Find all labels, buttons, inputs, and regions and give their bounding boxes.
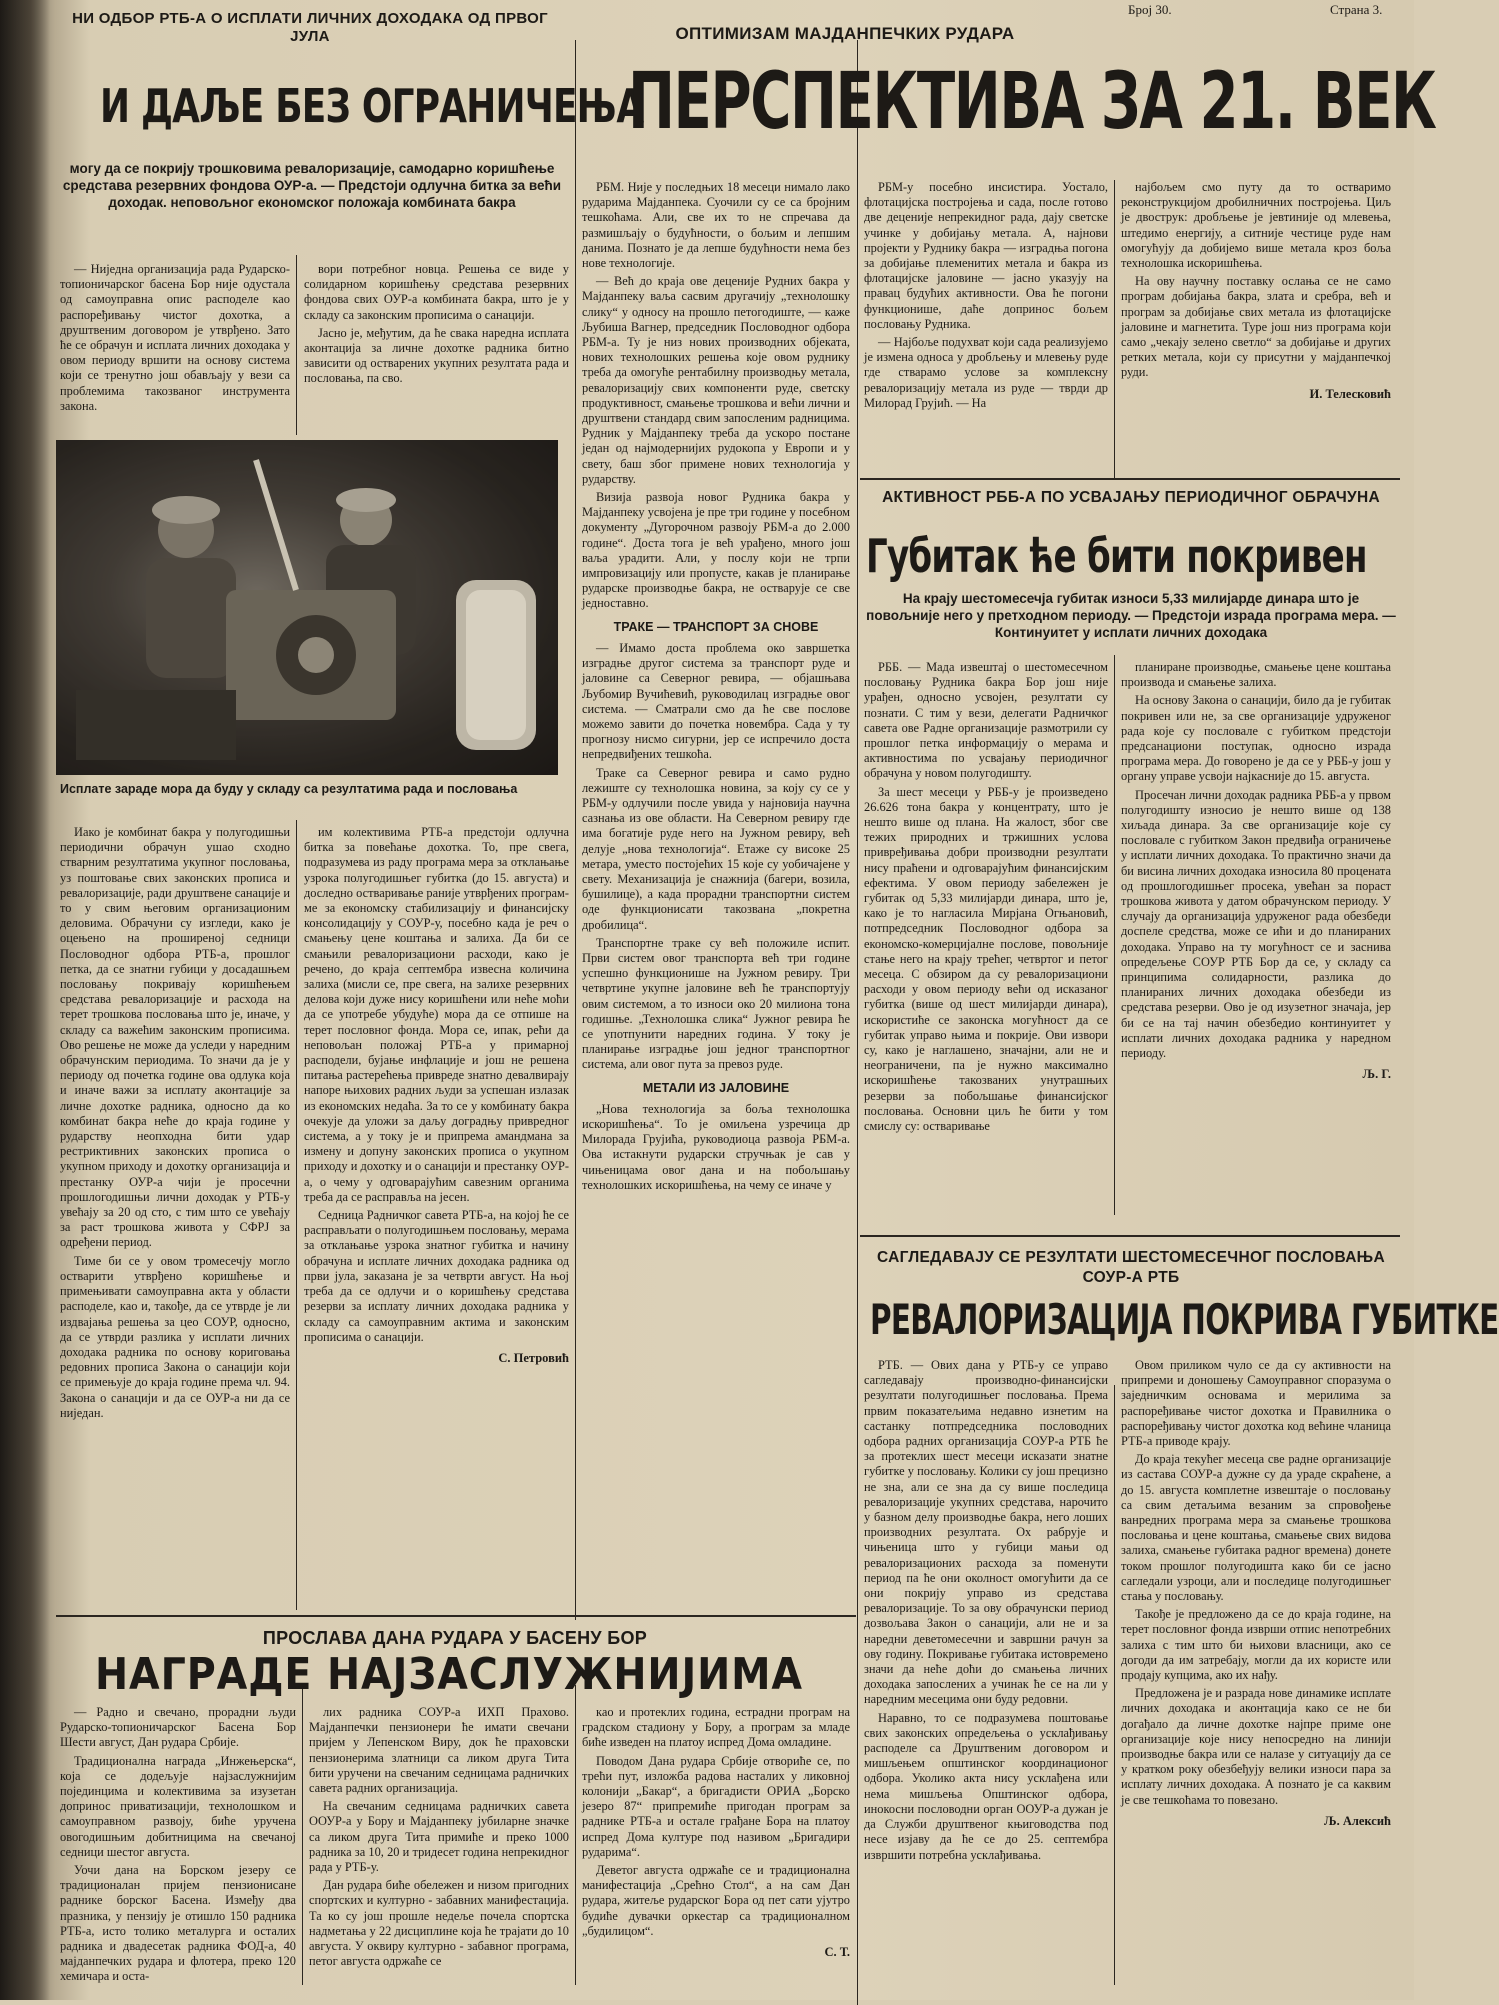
revalorization-col2 (1121, 1358, 1391, 1829)
paragraph: Дан рудара биће обележен и низом пригодних спортских и културно - забавних манифестација. Та ко су још прошле недеље почела спортска надметања у 22 дисциплине која ће трајати до 10 августа. У оквиру културно - забавног програма, петог августа одржаће се (309, 1878, 569, 1969)
left-article-col1 (60, 262, 290, 417)
miners-day-col1 (60, 1705, 296, 1988)
column-rule (302, 1685, 303, 1985)
paragraph: — Ниједна организација рада Рударско-топионичарског басена Бор није одустала од самоуправна опис расподеле као распоређивању чистог дохотка, а друштвеним договором је утврђено. Зато ће се обрачун и исплата личних доходака у овом периоду вршити на основу система који се тренутно још обављају у вези са проблемима такозваног инструмента закона. (60, 262, 290, 413)
main-article-kicker: ОПТИМИЗАМ МАЈДАНПЕЧКИХ РУДАРА (675, 24, 1015, 43)
left-article-col2 (304, 262, 569, 390)
paragraph: Просечан лични доходак радника РББ-а у првом полугодишту износио је нешто више од 138 хиљада динара. За све организације које су пословале с губитком Закон предвиђа ограничење у исплати личних доходака. То практично значи да би висина личних доходака износила 80 процената од прошлогодишњег просека, увећан за пораст трошкова живота у датом обрачунском периоду. У случају да организација удруженог рада обезбеди доспеле средства, може се ићи и до планираних доходака. Управо на ту могућност се и заснива опредељење СОУР РТБ Бор да се, у складу са принципима солидарности, разлика до планираних личних доходака обезбеди из средстава резерви. Ово је од изузетног значаја, јер би се на тај начин обезбедио континуитет у исплати личних доходака радника у наредном периоду. (1121, 787, 1391, 1061)
subhead-metals: МЕТАЛИ ИЗ ЈАЛОВИНЕ (642, 1080, 790, 1095)
issue-number: Број 30. (1128, 2, 1172, 17)
paragraph: Седница Радничког савета РТБ-а, на којој ће се расправљати о полугодишњем пословању, мерама за отклањање узрока знатног губитка и начину обрачуна и исплате личних доходака радника од први јула, заказана је за четврти август. На њој треба да се одлучи и о коришћењу средстава резерви за исплату личних доходака радника у складу са самоуправним актима и законским прописима о санацији. (304, 1208, 569, 1344)
page-binding-shadow (0, 0, 50, 2000)
paragraph: — Радно и свечано, прорадни људи Рударско-топионичарског Басена Бор Шести август, Дан рудара Србије. (60, 1705, 296, 1750)
paragraph: Иако је комбинат бакра у полугодишњи периодични обрачун ушао сходно стварним резултатима укупног пословања, уз поштовање свих законских прописа и ревалоризације, ради друштвене санације и то у свим његовим организационим деловима. Обрачуни су изгледи, како је оцењено на проширеној седници Пословодног одбора РТБ-а, прошлог петка, да се знатни губици у досадашњем пословању покривају коришћењем средстава ревалоризације и расхода на терет трошкова пословања што је, иначе, у складу са важећим законским прописима. Ово решење не може да уследи у наредним обрачунским периодима. То значи да је у периоду од почетка године ова одлука која и иначе важи за исплату аконтације за личне дохотке радника, односно да ко комбинат бакра неће до краја године у рударству неопходна бити удар рестриктивних законских прописа о укупном приходу и дохотку организација и престанку ОУР-а чији је просечни прошлогодишњи лични доходак у РТБ-у увећају за 20 од сто, с тим што се увећају за раст трошкова живота у СФРЈ за одређени период. (60, 825, 290, 1250)
left-article-signature: С. Петровић (498, 1350, 569, 1365)
paragraph: Траке са Северног ревира и само рудно лежиште су технолошка новина, за коју су се у РБМ-у одлучили после увида у најновија научна сазнања из ове области. На Северном ревиру где има богатије руде него на Јужном ревиру, већ делује „нова технологија“. Етаже су високе 25 метара, уместо постојећих 15 које су уобичајене у свету. Механизација је снажнија (багери, возила, бушилице), а када прорадни транспортни систем оде функционисати такозвана „покретна дробилица“. (582, 765, 850, 932)
column-rule (296, 820, 297, 1610)
rbb-article-deck: На крају шестомесечја губитак износи 5,33 милијарде динара што је повољније него у претходном периоду. — Предстоји израда програма мера. — Континуитет у исплати личних доходака (866, 591, 1396, 640)
paragraph: Јасно је, међутим, да ће свака наредна исплата аконтација за личне дохотке радника битно зависити од остварених укупних резултата рада и пословања, па сво. (304, 325, 569, 386)
paragraph: Овом приликом чуло се да су активности на припреми и доношењу Самоуправног споразума о заједничким основама и мерилима за распоређивање чистог дохотка и Правилника о распоређивању чистог дохотка код већине чланица РТБ-а приводе крају. (1121, 1358, 1391, 1449)
paragraph: Предложена је и разрада нове динамике исплате личних доходака и аконтација како се не би догађало да личне дохотке најпре приме оне организације које нису непосредно на линији производње бакра или се налазе у ситуацију да се у кратком року обезбеђују велики износи пара за исплату личних доходака. А познато је са каквим је све тешкоћама то повезано. (1121, 1686, 1391, 1807)
paragraph: РБМ. Није у последњих 18 месеци нимало лако рударима Мајданпека. Суочили су се са бројним тешкоћама. Али, све их то не спречава да размишљају о будућности, о бољим и лепшим данима. Познато је да лепше будућности нема без нове технологије. (582, 180, 850, 271)
column-rule (1114, 180, 1115, 480)
column-rule (575, 1685, 576, 1985)
paragraph: РББ. — Мада извештај о шестомесечном пословању Рудника бакра Бор још није урађен, односно усвојен, резултати су познати. С тим у вези, делегати Радничког савета ове Радне организације размотрили су прошлог петка информацију о мерама и активностима по усвајању периодичног обрачуна у новом полугодишту. (864, 660, 1108, 781)
miners-photo (56, 440, 558, 775)
section-rule (860, 1235, 1400, 1237)
column-rule (1114, 655, 1115, 1215)
paragraph: вори потребног новца. Решења се виде у солидарном коришћењу средстава резервних фондова свих ОУР-а комбината бакра, што је у складу са законским прописима о санацији. (304, 262, 569, 322)
revalorization-headline: РЕВАЛОРИЗАЦИЈА ПОКРИВА ГУБИТКЕ (870, 1295, 1499, 1344)
paragraph: им колективима РТБ-а предстоји одлучна битка за повећање дохотка. То, пре свега, подразумева из раду програма мера за отклањање узрока полугодишњег губитка (до 15. августа) и доследно остваривање раније утврђених програм- ме за економску стабилизацију и финансијску консолидацију у СОУР-у, посебно када је реч о смањењу цене коштања и залиха. Да би се смањили ревалоризациони расходи, како је речено, до краја септембра извесна количина залиха (мисли се, пре свега, на залихе резервних делова који дуже нису коришћени или неће моћи да се употребе убудуће) мора да се отпише на терет пословног фонда. Мора се, ипак, рећи да неповољан положај РТБ-а у примарној расподели, бујање инфлације и још не решена питања растерећења привреде знатно девалвирају напоре њихових радних људи за успешан излазак из економских недаћа. За то се у комбинату бакра очекује да уложи за даљу доградњу привредног система, а у току је и припрема амандмана за измену и допуну законских прописа о укупном приходу и дохотку и о санацији и престанку ОУР-а, о чему у одговарајућим савезним органима треба да се расправља на јесен. (304, 825, 569, 1204)
paragraph: Тиме би се у овом тромесечју могло остварити утврђено коришћење и примењивати самоуправна акта у области расподеле, као и, такође, да се утврде је ли издвајања решења за цео СОУР, односно, да се утврди разлика у исплати личних доходака радника по основу кориговања редовних прописа Закона о санацији који се примењује до краја године према чл. 94. Закона о санацији и да се ОУР-а ни да се ниједан. (60, 1253, 290, 1420)
paragraph: Поводом Дана рудара Србије отвориће се, по трећи пут, изложба радова насталих у ликовној колонији „Бакар“, а бригадисти ОРИА „Борско језеро 87“ припремиће пригодан програм за раднике РТБ-а и остале грађане Бора на платоу испред Дома културе под називом „Бригадири рударима“. (582, 1753, 850, 1859)
section-rule (860, 478, 1400, 480)
miners-day-col2 (309, 1705, 569, 1972)
main-article-signature: И. Телесковић (1309, 386, 1391, 401)
paragraph: као и протеклих година, естрадни програм на градском стадиону у Бору, а програм за младе биће изведен на платоу испред Дома омладине. (582, 1705, 850, 1750)
miners-day-headline: НАГРАДЕ НАЈЗАСЛУЖНИЈИМА (95, 1649, 803, 1700)
left-article-lower-col2 (304, 825, 569, 1366)
rbb-article-kicker: АКТИВНОСТ РББ-А ПО УСВАЈАЊУ ПЕРИОДИЧНОГ ОБРАЧУНА (882, 489, 1380, 506)
paragraph: лих радника СОУР-а ИХП Прахово. Мајданпечки пензионери ће имати свечани пријем у Лепенском Виру, док ће праховски пензионерима златници са ликом друга Тита бити уручени на свечаним седницама радничких савета радних организација. (309, 1705, 569, 1796)
paragraph: Такође је предложено да се до краја године, на терет пословног фонда изврши отпис непотребних залиха с тим што би њихови власници, ако се догоди да им затребају, могли да их користе или продају купцима, ако их нађу. (1121, 1607, 1391, 1683)
left-article-deck: могу да се покрију трошковима ревалоризације, самодарно коришћење средстава резервних фондова ОУР-а. — Предстоји одлучна битка за већи доходак. неповољног економског положаја комбината бакра (62, 161, 562, 210)
paragraph: — Имамо доста проблема око завршетка изградње другог система за транспорт руде и јаловине са Северног ревира, — објашњава Љубомир Вучићевић, руководилац изградње овог система. — Сматрали смо да ће све послове можемо завити до почетка новембра. Сада у ту прогнозу нисмо сигурни, јер се испречило доста непредвиђених тешкоћа. (582, 640, 850, 762)
paragraph: најбољем смо путу да то остваримо реконструкцијом дробилничних постројења. Циљ је двострук: дробљење је јевтиније од млевења, штедимо енергију, а ситније честице руде нам омогућују да добијемо више метала кроз боља технолошка искоришћења. (1121, 180, 1391, 271)
rbb-article-signature: Љ. Г. (1362, 1067, 1391, 1082)
main-article-col2 (864, 180, 1108, 414)
column-rule (857, 40, 858, 2005)
paragraph: планиране производње, смањење цене коштања производа и смањење залиха. (1121, 660, 1391, 690)
revalorization-kicker: САГЛЕДАВАЈУ СЕ РЕЗУЛТАТИ ШЕСТОМЕСЕЧНОГ ПОСЛОВАЊА СОУР-А РТБ (877, 1249, 1385, 1286)
main-article-col3 (1121, 180, 1391, 402)
paragraph: Визија развоја новог Рудника бакра у Мајданпеку усвојена је пре три године у посебном документу „Дугорочном развоју РБМ-а до 2.000 године“. Доста тога је већ урађено, много још ваља урадити. Али, у послу који не трпи импровизацију или пропусте, какав је планирање рударске производње бакра, не остварује се све једноставно. (582, 490, 850, 611)
paragraph: До краја текућег месеца све радне организације из састава СОУР-а дужне су да ураде скраћене, а до 15. августа комплетне извештаје о пословању са свим детаљима везаним за спровођење ванредних програма мера за смањење трошкова пословања и цене коштања, смањење свих видова залиха, смањење губитака радног времена) донете током прошлог полугодишта како би се јасно сагледали узроци, али и последице полугодишњег стања у пословању. (1121, 1452, 1391, 1604)
paragraph: Традиционална награда „Инжењерска“, која се додељује најзаслужнијим појединцима и колективима за изузетан допринос приватизацији, технолошком и самоуправном развоју, биће уручена овогодишњим добитницима на свечаној седници шестог августа. (60, 1753, 296, 1859)
revalorization-signature: Љ. Алексић (1324, 1813, 1391, 1828)
miners-photo-illustration (56, 440, 558, 775)
paragraph: За шест месеци у РББ-у је произведено 26.626 тона бакра у концентрату, што је нешто више од плана. На жалост, због све тежих природних и тржишних услова привређивања добри производни резултати нису праћени и одговарајућим финансијским ефектима. У овом периоду забележен је губитак од 5,33 милијарди динара, што је, како је то нагласила Мирјана Огњановић, потпредседник Пословодног одбора за економско-комерцијалне послове, повољније стање него на крају трећег, четвртог и петог месеца. С обзиром да су ревалоризациони расходи у овом периоду већи од исказаног губитка (више од шест милијарди динара), искористиће се законска могућност да се губитак управо њима и покрије. Ови извори су, како је наглашено, значајни, али не и неограничени, па је нужно максимално искоришћење такозваних унутрашњих резерви за побољшање финансијског пословања. Основни циљ ће бити у том смислу су: остваривање (864, 784, 1108, 1134)
paragraph: Наравно, то се подразумева поштовање свих законских опредељења о усклађивању расподеле са Друштвеним договором и мишљењем општинског координационог одбора. Уколико акта нису усклађена или нема мишљења Општинског одбора, инокосни пословодни орган ООУР-а дужан је да Служби друштвеног књиговодства под несе изјаву да ће се до 25. септембра извршити потребна усклађивања. (864, 1710, 1108, 1862)
section-rule (56, 1615, 856, 1617)
page-number: Страна 3. (1330, 2, 1383, 17)
left-article-kicker: НИ ОДБОР РТБ-А О ИСПЛАТИ ЛИЧНИХ ДОХОДАКА ОД ПРВОГ ЈУЛА (72, 10, 548, 45)
paragraph: Транспортне траке су већ положиле испит. Први систем овог транспорта већ три године успешно функционише на Јужном ревиру. Три четвртине укупне јаловине већ ће транспортују овим системом, а то износи око 20 милиона тона годишње. „Технолошка слика“ Јужног ревира ће се употпунити наредних година. У току је планирање изградње још једног транспортног система, али овог пута за превоз руде. (582, 935, 850, 1072)
miners-day-kicker: ПРОСЛАВА ДАНА РУДАРА У БАСЕНУ БОР (262, 1628, 648, 1648)
subhead-conveyors: ТРАКЕ — ТРАНСПОРТ ЗА СНОВЕ (613, 619, 819, 634)
photo-caption: Исплате зараде мора да буду у складу са резултатима рада и пословања (60, 782, 518, 796)
rbb-article-headline: Губитак ће бити покривен (866, 529, 1367, 583)
revalorization-col1 (864, 1358, 1108, 1866)
paragraph: На основу Закона о санацији, било да је губитак покривен или не, за све организације удруженог рада које су пословале с губитком предстоји предсанациони поступак, односно израда програма мера. До говорено је да се у РББ-у још у органу управе усвоји најкасније до 15. августа. (1121, 693, 1391, 784)
rbb-article-col2 (1121, 660, 1391, 1082)
column-rule (1114, 1385, 1115, 1985)
main-article-headline: ПЕРСПЕКТИВА ЗА 21. ВЕК (628, 57, 1436, 147)
left-article-lower-col1 (60, 825, 290, 1424)
left-article-headline: И ДАЉЕ БЕЗ ОГРАНИЧЕЊА (100, 79, 644, 133)
column-rule (296, 255, 297, 435)
rbb-article-col1 (864, 660, 1108, 1137)
paragraph: РТБ. — Ових дана у РТБ-у се управо сагледавају производно-финансијски резултати полугодишњег пословања. Према првим показатељима недавно изнетим на састанку потпредседника пословодних одбора радних организација СОУР-а РТБ ће за протеклих шест месеци исказати знатне губитке у пословању. Колики су још прецизно не зна, али се зна да су више последица ревалоризације укупних средстава, нарочито у базном делу производње бакра, него лоших производних резултата. Ох рабрује и чињеница што у губици мањи од ревалоризационих расхода за поменути период па ће они околност омогућити да се они покрију управо из средстава ревалоризације. То за ову обрачунски период дозвољава Закон о санацији, али не и за наредни деветомесечни и завршни рачун за ову годину. Покривање губитака истовремено значи да неће доћи до смањења личних доходака запослених а учинак ће се на ли у наредним месецима они буду редовни. (864, 1358, 1108, 1707)
paragraph: На свечаним седницама радничких савета ООУР-а у Бору и Мајданпеку јубиларне значке са ликом друга Тита примиће и преко 1000 радника за 10, 20 и тридесет година непрекидног рада у РТБ-у. (309, 1799, 569, 1875)
miners-day-signature: С. Т. (824, 1945, 850, 1960)
paragraph: Уочи дана на Борском језеру се традиционалан пријем пензионисане раднике борског Басена. Између два празника, у пензију је отишло 150 радника РТБ-а, исто толико металурга и осталих радника и двадесетак радника ФОД-а, 40 мајданпечких рудара и флотера, преко 120 хемичара и оста- (60, 1863, 296, 1984)
paragraph: Деветог августа одржаће се и традиционална манифестација „Срећно Стол“, а на сам Дан рудара, житеље рударског Бора од пет сати ујутро будиће дувачки оркестар са традиционалном „будилицом“. (582, 1863, 850, 1938)
column-rule (575, 40, 576, 1620)
paragraph: — Већ до краја ове деценије Рудних бакра у Мајданпеку ваља сасвим другачију „технолошку слику“ у односу на прошло петогодиште, — каже Љубиша Вагнер, председник Пословодног одбора РБМ-а. Ту је низ нових производних објеката, нових технолошких решења које овом руднику треба да омогуће рентабилну производњу метала, ревалоризацију свих компоненти руде, светску продуктивност, смањење трошкова и већи лични и друштвени стандард свим запосленим радницима. Рудник у Мајданпеку треба да ускоро постане један од најмодернијих рудокопа у Европи и у свету, баш због примене нових технологија у рударству. (582, 274, 850, 486)
main-article-col1 (582, 180, 850, 1196)
paragraph: На ову научну поставку ослања се не само програм добијања бакра, злата и сребра, већ и програм за добијање свих метала из флотацијске јаловине и магнетита. Туре још низ програма који само „чекају зелено светло“ за добијање и других ретких метала, који су присутни у мајданпечкој руди. (1121, 274, 1391, 380)
miners-day-col3 (582, 1705, 850, 1960)
paragraph: „Нова технологија за боља технолошка искоришћења“. То је омиљена узречица др Милорада Грујића, руководиоца развоја РБМ-а. Ова истакнути рударски стручњак је сав у чињеницама овог дана и на побољшању технолошких искоришћења, на чему се иначе у (582, 1101, 850, 1192)
paragraph: — Најбоље подухват који сада реализујемо је измена односа у дробљењу и млевењу руде где стварамо услове за комплексну ревалоризацију метала из руде — тврди др Милорад Грујић. — На (864, 335, 1108, 410)
paragraph: РБМ-у посебно инсистира. Уостало, флотацијска постројења и сада, после готово две деценије непрекидног рада, дају светске учинке у добијању метала. А, најнови пројекти у Руднику бакра — изградња погона за добијање племенитих метала и бакра из флотацијске јаловине — јасно указују на правац будућих активности. Ова ће погони функционише, даће допринос бољем пословању Рудника. (864, 180, 1108, 331)
